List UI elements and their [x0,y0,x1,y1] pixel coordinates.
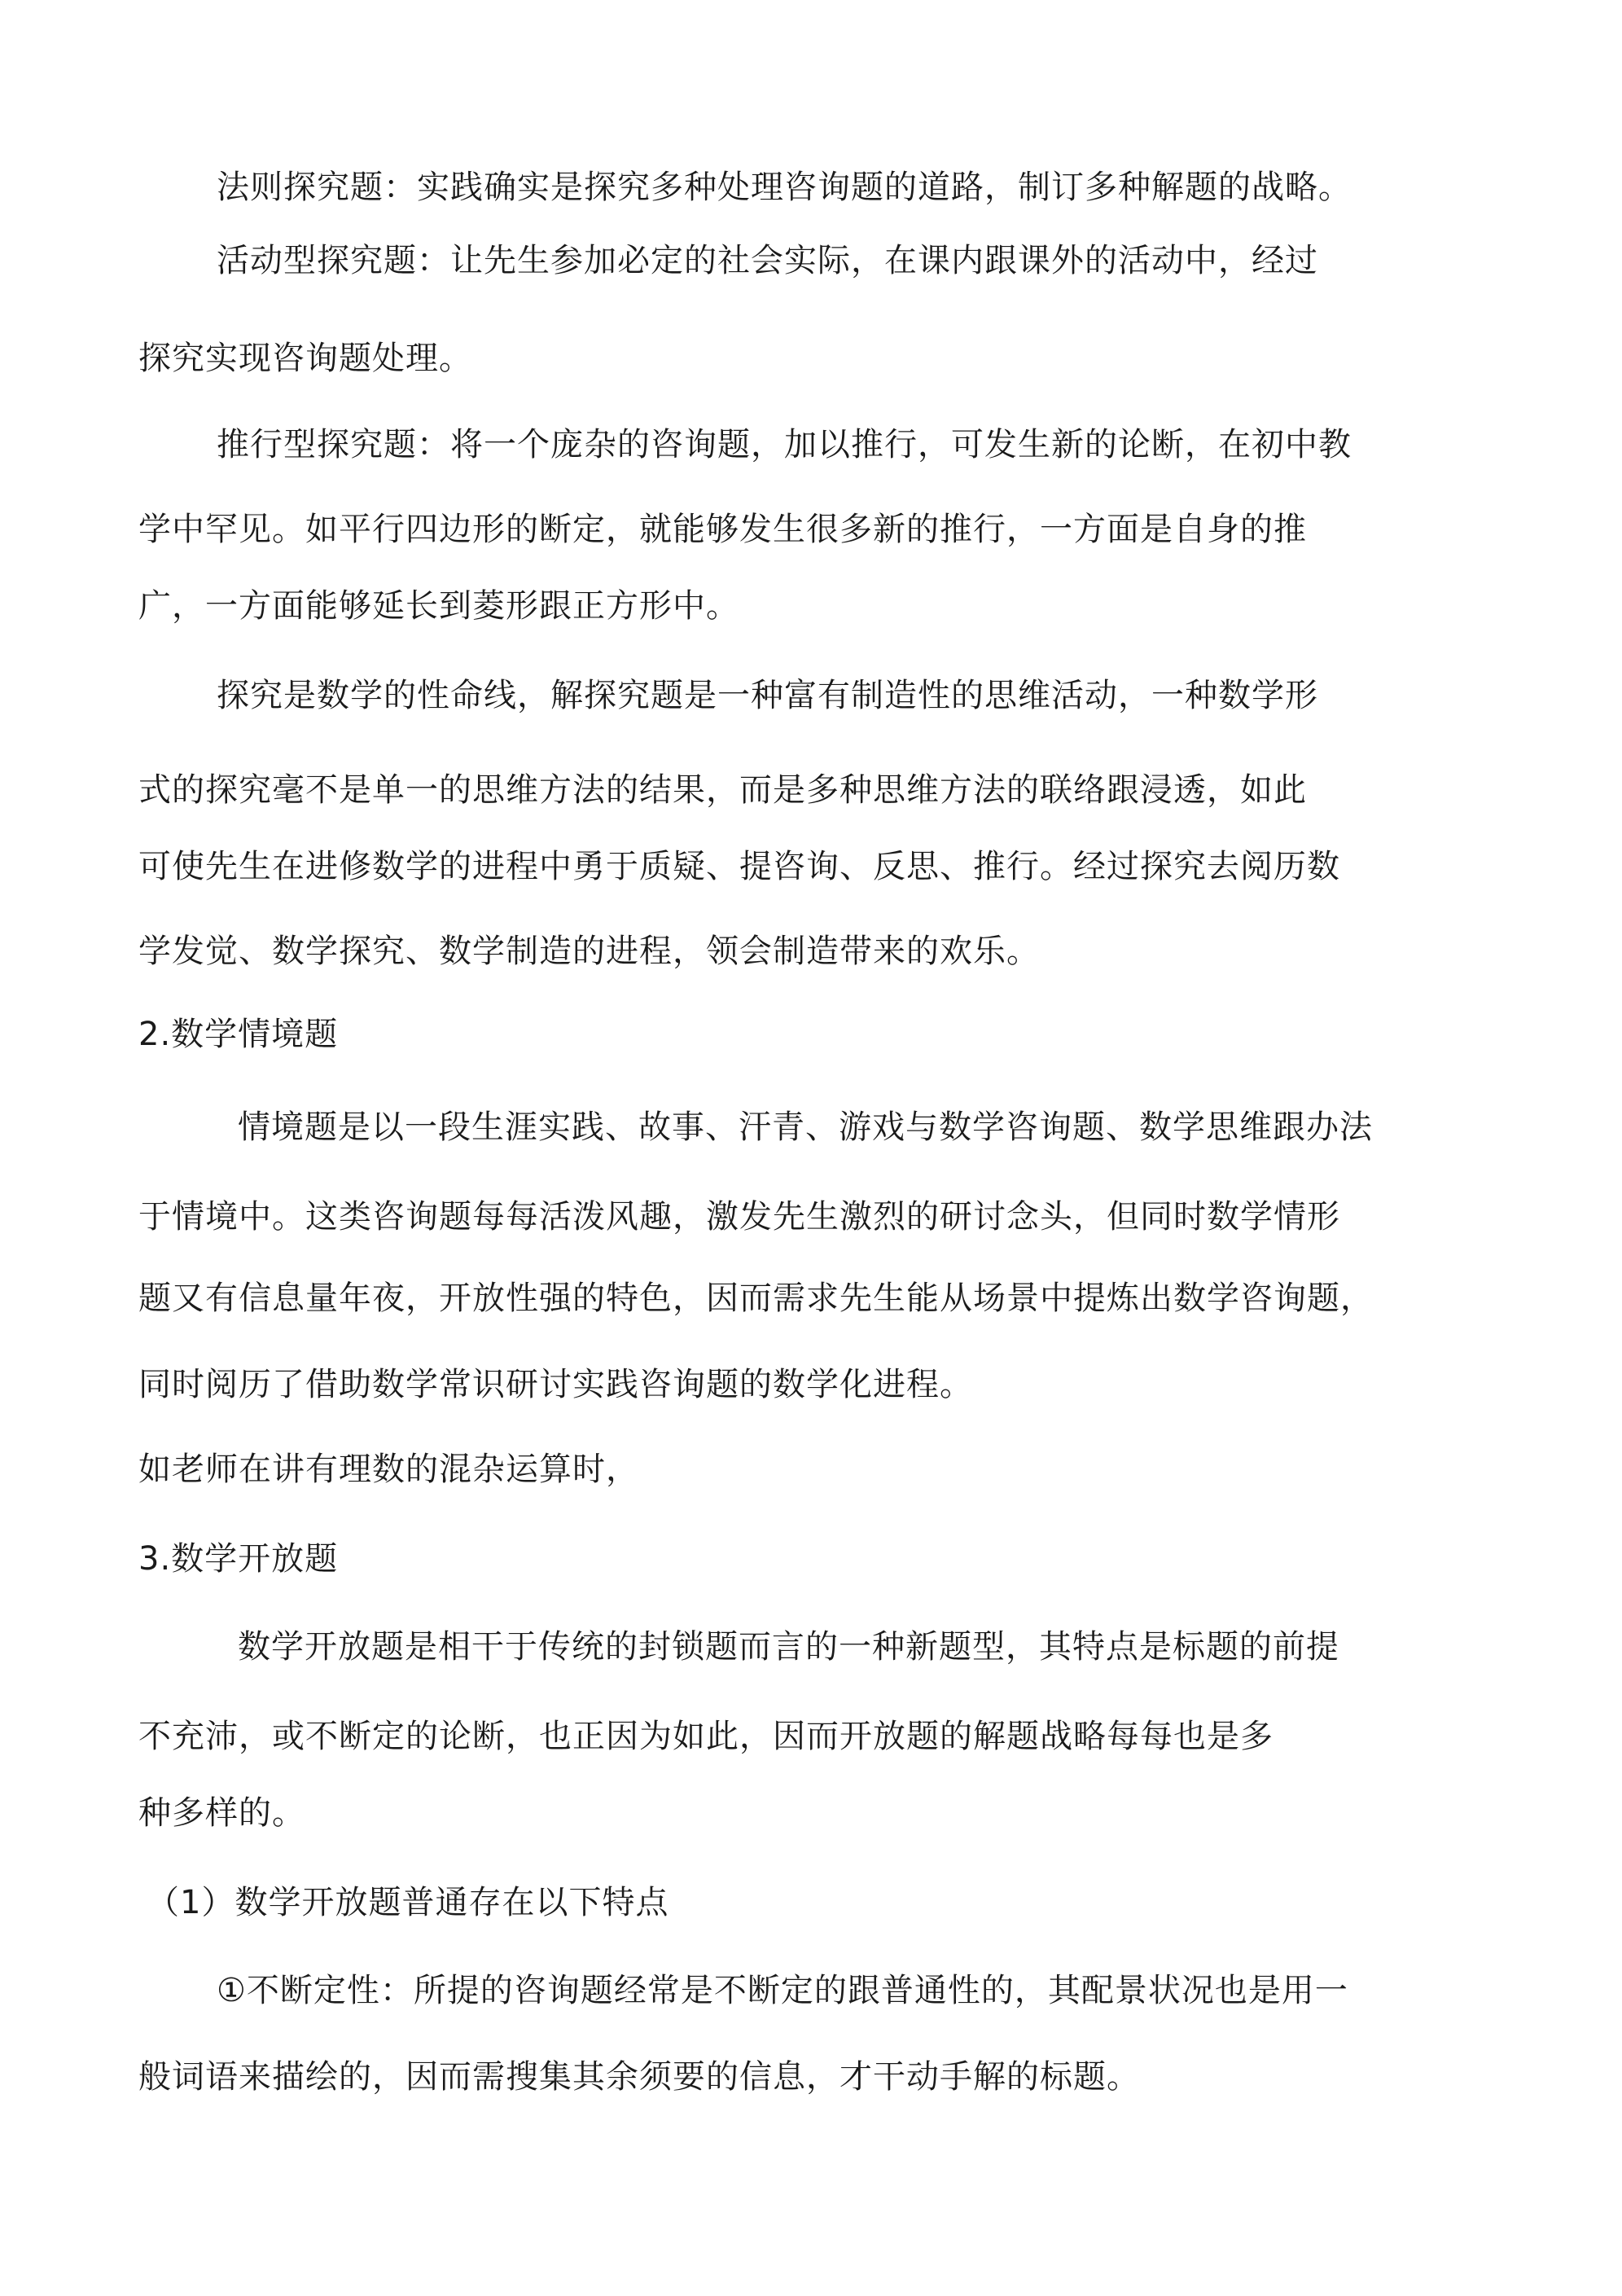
paragraph-open-problems-cont1: 不充沛，或不断定的论断，也正因为如此，因而开放题的解题战略每每也是多 [138,1718,1273,1755]
paragraph-situation-problems-cont2: 题又有信息量年夜，开放性强的特色，因而需求先生能从场景中提炼出数学咨询题， [138,1280,1374,1317]
paragraph-exploration-lifeline-cont3: 学发觉、数学探究、数学制造的进程，领会制造带来的欢乐。 [138,933,1040,970]
paragraph-exploration-lifeline-cont2: 可使先生在进修数学的进程中勇于质疑、提咨询、反思、推行。经过探究去阅历数 [138,848,1340,885]
paragraph-uncertainty-feature-cont: 般词语来描绘的，因而需搜集其余须要的信息，才干动手解的标题。 [138,2058,1140,2096]
paragraph-situation-problems: 情境题是以一段生涯实践、故事、汗青、游戏与数学咨询题、数学思维跟办法 [238,1108,1373,1146]
paragraph-rule-exploration: 法则探究题：实践确实是探究多种处理咨询题的道路，制订多种解题的战略。 [217,169,1352,206]
paragraph-exploration-lifeline: 探究是数学的性命线，解探究题是一种富有制造性的思维活动，一种数学形 [217,677,1318,714]
paragraph-activity-exploration-cont: 探究实现咨询题处理。 [138,340,472,377]
paragraph-uncertainty-feature: ①不断定性：所提的咨询题经常是不断定的跟普通性的，其配景状况也是用一 [217,1972,1348,2009]
paragraph-situation-problems-cont3: 同时阅历了借助数学常识研讨实践咨询题的数学化进程。 [138,1366,973,1403]
section-heading-situation-problems: 2.数学情境题 [138,1016,339,1053]
section-heading-open-problems: 3.数学开放题 [138,1540,339,1578]
paragraph-open-problems: 数学开放题是相干于传统的封锁题而言的一种新题型，其特点是标题的前提 [238,1628,1339,1666]
paragraph-open-problems-cont2: 种多样的。 [138,1794,305,1832]
paragraph-exploration-lifeline-cont1: 式的探究毫不是单一的思维方法的结果，而是多种思维方法的联络跟浸透，如此 [138,771,1307,809]
subheading-open-problem-features: （1）数学开放题普通存在以下特点 [147,1884,669,1921]
paragraph-generalization-exploration-cont2: 广，一方面能够延长到菱形跟正方形中。 [138,587,739,625]
paragraph-activity-exploration: 活动型探究题：让先生参加必定的社会实际，在课内跟课外的活动中，经过 [217,242,1318,279]
paragraph-generalization-exploration-cont1: 学中罕见。如平行四边形的断定，就能够发生很多新的推行，一方面是自身的推 [138,511,1307,548]
paragraph-situation-problems-cont1: 于情境中。这类咨询题每每活泼风趣，激发先生激烈的研讨念头，但同时数学情形 [138,1198,1340,1236]
paragraph-teacher-example: 如老师在讲有理数的混杂运算时， [138,1451,639,1488]
paragraph-generalization-exploration: 推行型探究题：将一个庞杂的咨询题，加以推行，可发生新的论断，在初中教 [217,426,1352,463]
